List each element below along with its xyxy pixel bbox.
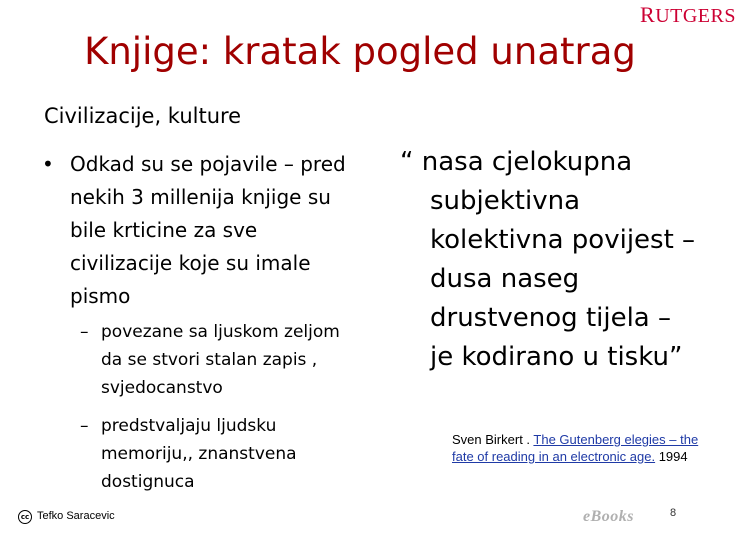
slide-number: 8 (670, 507, 677, 519)
footer-author: Tefko Saracevic (37, 510, 115, 522)
slide-title: Knjige: kratak pogled unatrag (84, 30, 636, 73)
citation-author: Sven Birkert . (452, 432, 534, 447)
citation-title-link[interactable]: The Gutenberg elegies – the fate of reading in an electronic age. (452, 432, 699, 464)
sub-bullet (80, 318, 360, 402)
bullet-marker: • (42, 152, 54, 176)
rutgers-logo (640, 2, 736, 28)
sub-bullet-marker: – (80, 416, 89, 436)
slide-subtitle: Civilizacije, kulture (44, 104, 242, 128)
main-bullet (42, 148, 362, 313)
quote-rest: subjektivna kolektivna povijest – dusa naseg drustvenog tijela – je kodirano u tisku” (430, 186, 696, 372)
sub-bullet-text: predstvaljaju ljudsku memoriju,, znanstvena dostignuca (101, 416, 297, 492)
citation (452, 431, 702, 465)
citation-year: 1994 (655, 449, 688, 464)
bullet-text: Odkad su se pojavile – pred nekih 3 millenija knjige su bile krticine za sve civilizacije koje su imale pismo (70, 152, 346, 308)
ebooks-logo: eBooks (583, 508, 634, 525)
logo-rest: UTGERS (655, 5, 736, 27)
quote-first-line: “ nasa cjelokupna (400, 147, 633, 177)
sub-bullet-marker: – (80, 322, 89, 342)
cc-icon: cc (18, 510, 32, 524)
logo-initial: R (640, 2, 656, 27)
sub-bullet-text: povezane sa ljuskom zeljom da se stvori stalan zapis , svjedocanstvo (101, 322, 340, 398)
quote-block (400, 143, 700, 377)
sub-bullet (80, 412, 360, 496)
